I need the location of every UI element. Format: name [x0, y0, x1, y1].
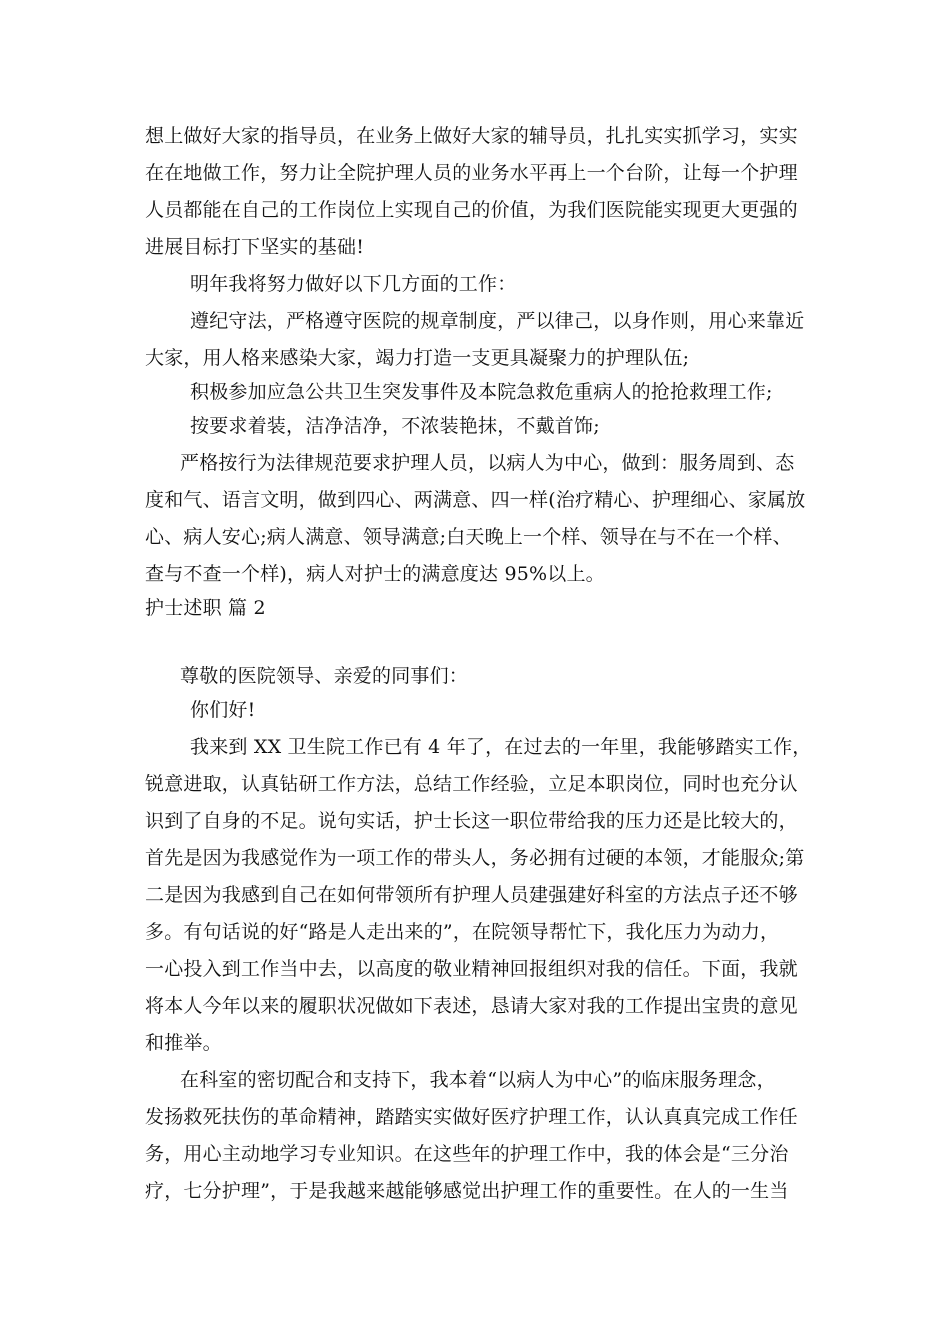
paragraph-line: 在科室的密切配合和支持下，我本着“以病人为中心”的临床服务理念， — [180, 1069, 776, 1091]
paragraph-line: 疗，七分护理”，于是我越来越能够感觉出护理工作的重要性。在人的一生当 — [145, 1180, 789, 1202]
plan-item-4-line: 度和气、语言文明，做到四心、两满意、四一样(治疗精心、护理细心、家属放 — [145, 489, 806, 511]
plan-intro: 明年我将努力做好以下几方面的工作： — [190, 273, 517, 295]
paragraph-line: 锐意进取，认真钻研工作方法，总结工作经验，立足本职岗位，同时也充分认 — [145, 773, 798, 795]
plan-item-4-line: 心、病人安心;病人满意、领导满意;白天晚上一个样、领导在与不在一个样、 — [145, 526, 792, 548]
plan-item-1-line-1: 遵纪守法，严格遵守医院的规章制度，严以律己，以身作则，用心来靠近 — [190, 310, 805, 332]
plan-item-4-line: 查与不查一个样)，病人对护士的满意度达 95%以上。 — [145, 563, 605, 585]
plan-item-1-line-2: 大家，用人格来感染大家，竭力打造一支更具凝聚力的护理队伍; — [145, 347, 690, 369]
paragraph-line: 首先是因为我感觉作为一项工作的带头人，务必拥有过硬的本领，才能服众;第 — [145, 847, 805, 869]
paragraph-line: 进展目标打下坚实的基础! — [145, 236, 365, 258]
plan-item-4-line: 严格按行为法律规范要求护理人员，以病人为中心，做到：服务周到、态 — [180, 452, 795, 474]
paragraph-line: 一心投入到工作当中去，以高度的敬业精神回报组织对我的信任。下面，我就 — [145, 958, 798, 980]
paragraph-line: 想上做好大家的指导员，在业务上做好大家的辅导员，扎扎实实抓学习，实实 — [145, 125, 798, 147]
paragraph-line: 发扬救死扶伤的革命精神，踏踏实实做好医疗护理工作，认认真真完成工作任 — [145, 1106, 798, 1128]
paragraph-line: 和推举。 — [145, 1032, 222, 1054]
paragraph-line: 我来到 XX 卫生院工作已有 4 年了，在过去的一年里，我能够踏实工作， — [190, 736, 812, 758]
paragraph-line: 务，用心主动地学习专业知识。在这些年的护理工作中，我的体会是“三分治 — [145, 1143, 789, 1165]
paragraph-line: 二是因为我感到自己在如何带领所有护理人员建强建好科室的方法点子还不够 — [145, 884, 798, 906]
plan-item-3: 按要求着装，洁净洁净，不浓装艳抹，不戴首饰; — [190, 415, 600, 437]
paragraph-line: 在在地做工作，努力让全院护理人员的业务水平再上一个台阶，让每一个护理 — [145, 162, 798, 184]
paragraph-line: 人员都能在自己的工作岗位上实现自己的价值，为我们医院能实现更大更强的 — [145, 199, 798, 221]
paragraph-line: 多。有句话说的好“路是人走出来的”，在院领导帮忙下，我化压力为动力， — [145, 921, 780, 943]
paragraph-line: 识到了自身的不足。说句实话，护士长这一职位带给我的压力还是比较大的， — [145, 810, 798, 832]
section-title: 护士述职 篇 2 — [145, 597, 266, 619]
paragraph-line: 将本人今年以来的履职状况做如下表述，恳请大家对我的工作提出宝贵的意见 — [145, 995, 798, 1017]
plan-item-2: 积极参加应急公共卫生突发事件及本院急救危重病人的抢抢救理工作; — [190, 381, 773, 403]
salutation: 尊敬的医院领导、亲爱的同事们： — [180, 665, 469, 687]
greeting: 你们好! — [190, 699, 256, 721]
